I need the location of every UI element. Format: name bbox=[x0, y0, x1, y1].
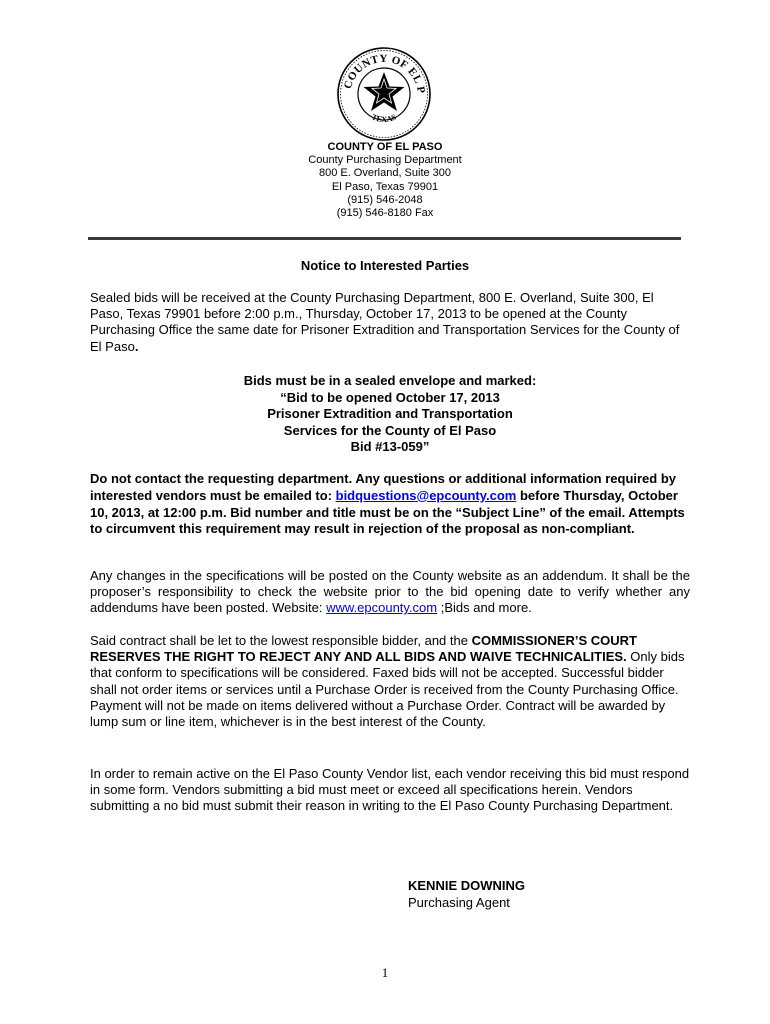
changes-text-before: Any changes in the specifications will be posted on the County website as an addendum. It shall be the proposer’s responsibility to check the website prior to the bid opening date to verify whether any addendums have been posted. Website: bbox=[90, 568, 690, 616]
envelope-line-2: “Bid to be opened October 17, 2013 bbox=[280, 389, 500, 405]
page-number: 1 bbox=[381, 965, 389, 980]
intro-period: . bbox=[134, 338, 139, 354]
envelope-instructions bbox=[90, 373, 690, 456]
seal-ring-text: COUNTY OF EL P bbox=[341, 52, 427, 94]
signer-name: KENNIE DOWNING bbox=[408, 878, 525, 893]
fax-number: (915) 546-8180 Fax bbox=[336, 207, 434, 220]
address-line-1: 800 E. Overland, Suite 300 bbox=[318, 167, 452, 180]
county-website-link[interactable]: www.epcounty.com bbox=[326, 600, 438, 616]
contact-text-after: before Thursday, October 10, 2013, at 12:00 p.m. Bid number and title must be on the “Subject Line” of the email. Attempts to circumvent this requirement may result in rejection of the proposal as non-compliant. bbox=[90, 487, 685, 537]
notice-title: Notice to Interested Parties bbox=[300, 258, 470, 273]
intro-paragraph bbox=[90, 290, 690, 355]
reservation-clause: COMMISSIONER’S COURT RESERVES THE RIGHT TO REJECT ANY AND ALL BIDS AND WAIVE TECHNICALITIES. bbox=[90, 633, 637, 665]
phone-number: (915) 546-2048 bbox=[347, 193, 423, 206]
county-seal-graphic bbox=[336, 46, 432, 142]
envelope-line-1: Bids must be in a sealed envelope and marked: bbox=[243, 373, 537, 388]
header-divider bbox=[88, 237, 681, 240]
contact-paragraph bbox=[90, 471, 690, 538]
contract-lead: Said contract shall be let to the lowest responsible bidder, and the bbox=[90, 633, 472, 648]
contact-text-before: Do not contact the requesting department. Any questions or additional information required by interested vendors must be emailed to: bbox=[90, 471, 677, 503]
address-line-2: El Paso, Texas 79901 bbox=[331, 180, 439, 193]
department: County Purchasing Department bbox=[308, 154, 462, 167]
seal-bottom-text: TEXAS bbox=[370, 112, 398, 125]
envelope-line-4: Services for the County of El Paso bbox=[283, 422, 497, 438]
contract-paragraph bbox=[90, 633, 690, 730]
intro-text: Sealed bids will be received at the County Purchasing Department, 800 E. Overland, Suite 300, El Paso, Texas 79901 before 2:00 p.m., Thursday, October 17, 2013 to be opened at the County Purchasing Office the same date for Prisoner Extradition and Transportation Services for the County of El Paso bbox=[90, 290, 680, 354]
county-name: COUNTY OF EL PASO bbox=[327, 141, 443, 153]
signature-block bbox=[408, 878, 525, 911]
envelope-line-5: Bid #13-059” bbox=[350, 439, 430, 454]
county-seal bbox=[336, 46, 432, 142]
contract-rest: Only bids that conform to specifications will be considered. Faxed bids will not be accepted. Successful bidder shall not order items or services until a Purchase Order is received from the County Purchasing Office. Payment will not be made on items delivered without a Purchase Order. Contract will be awarded by lump sum or line item, whichever is in the best interest of the County. bbox=[90, 649, 685, 730]
changes-paragraph bbox=[90, 568, 690, 617]
envelope-line-3: Prisoner Extradition and Transportation bbox=[267, 406, 513, 421]
svg-text:TEXAS bbox=[370, 112, 398, 124]
letterhead bbox=[0, 141, 770, 220]
vendor-paragraph bbox=[90, 766, 690, 815]
vendor-text: In order to remain active on the El Paso County Vendor list, each vendor receiving this bid must respond in some form. Vendors submitting a bid must meet or exceed all specifications herein. Vendors submitting a no bid must submit their reason in writing to the El Paso County Purchasing Department. bbox=[90, 766, 690, 814]
bid-questions-email-link[interactable]: bidquestions@epcounty.com bbox=[335, 487, 517, 503]
signer-title: Purchasing Agent bbox=[408, 894, 510, 910]
changes-text-after: ;Bids and more. bbox=[437, 600, 532, 616]
